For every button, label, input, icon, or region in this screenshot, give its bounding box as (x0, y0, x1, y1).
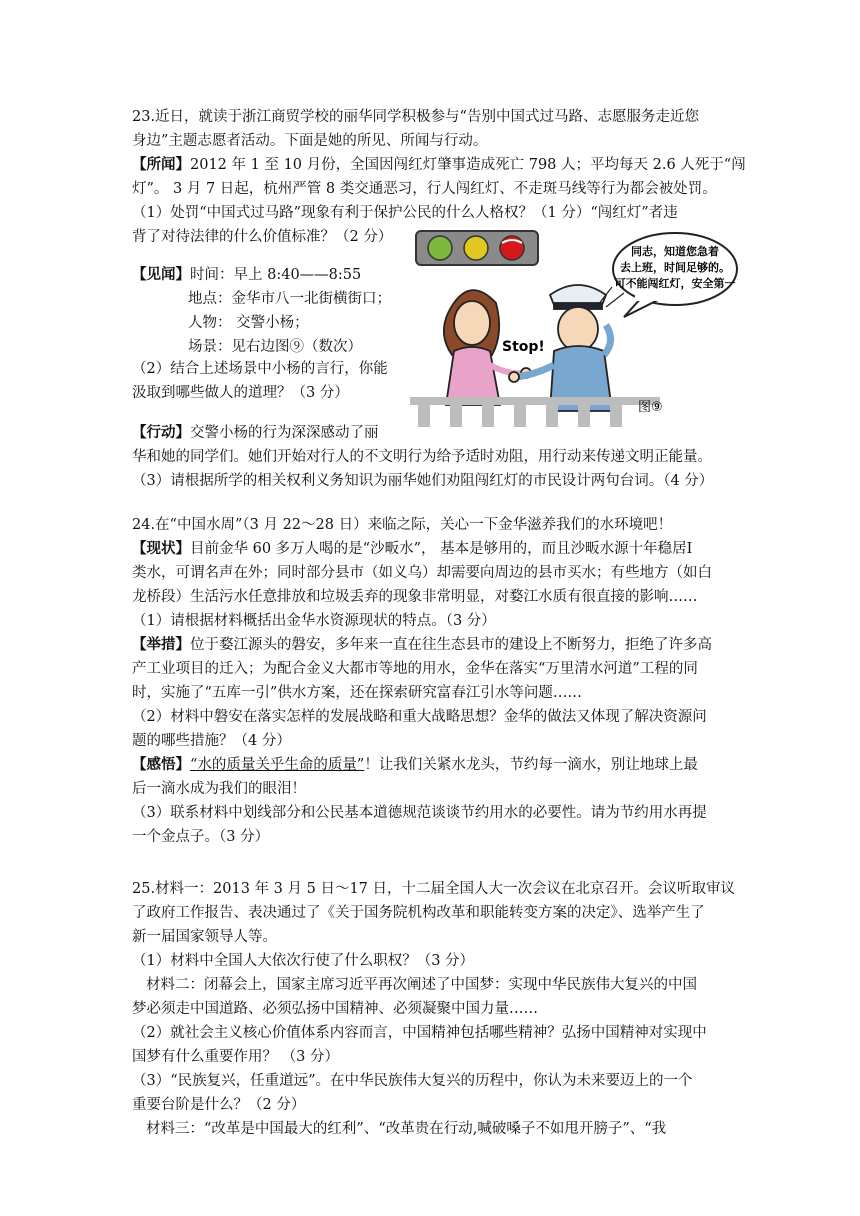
q23-line-10: 华和她的同学们。她们开始对行人的不文明行为给予适时劝阻，用行动来传递文明正能量。 (132, 449, 712, 465)
q24-line-12: 后一滴水成为我们的眼泪！ (132, 781, 306, 797)
q25-question-1: （1）材料中全国人大依次行使了什么职权？（3 分） (132, 953, 475, 969)
status-tag: 【现状】 (132, 540, 190, 557)
q25-line-3: 新一届国家领导人等。 (132, 929, 277, 945)
bubble-line-2: 去上班，时间足够的。 (620, 261, 730, 274)
stop-label: Stop! (502, 339, 545, 355)
action-tag: 【行动】 (132, 424, 190, 441)
q25-material-3: 材料三：“改革是中国最大的红利”、“改革贵在行动,喊破嗓子不如甩开膀子”、“我 (146, 1121, 667, 1137)
feel-line (132, 755, 698, 775)
zebra-crossing (410, 397, 660, 427)
seen-place: 地点：金华市八一北街横街口； (188, 291, 391, 307)
q25-line-1: 25.材料一：2013 年 3 月 5 日～17 日，十二届全国人大一次会议在北京召开。会议听取审议 (132, 881, 736, 897)
traffic-police-illustration (410, 225, 740, 430)
action-line (132, 423, 379, 443)
q23-line-2: 身边”主题志愿者活动。下面是她的所见、所闻与行动。 (132, 133, 488, 149)
q25-question-3-cont: 重要台阶是什么？（2 分） (132, 1097, 306, 1113)
q24-question-2-cont: 题的哪些措施？（4 分） (132, 733, 291, 749)
q23-question-2: （2）结合上述场景中小杨的言行，你能 (132, 361, 388, 377)
seen-tag: 【见闻】 (132, 266, 190, 283)
seen-person: 人物： 交警小杨； (188, 315, 309, 331)
feel-text: ！让我们关紧水龙头，节约每一滴水，别让地球上最 (364, 757, 698, 773)
status-text: 目前金华 60 多万人喝的是“沙畈水”， 基本是够用的，而且沙畈水源十年稳居Ⅰ (190, 541, 693, 557)
status-line (132, 539, 692, 559)
measure-line (132, 635, 712, 655)
q23-question-2-cont: 汲取到哪些做人的道理？（3 分） (132, 385, 349, 401)
underlined-quote: “水的质量关乎生命的质量” (190, 757, 365, 773)
q24-line-4: 龙桥段）生活污水任意排放和垃圾丢弃的现象非常明显，对婺江水质有很直接的影响…… (132, 589, 698, 605)
seen-time: 时间：早上 8:40——8:55 (190, 267, 362, 283)
q24-question-3-cont: 一个金点子。（3 分） (132, 829, 270, 845)
q25-question-2: （2）就社会主义核心价值体系内容而言，中国精神包括哪些精神？弘扬中国精神对实现中 (132, 1025, 707, 1041)
q24-question-1: （1）请根据材料概括出金华水资源现状的特点。（3 分） (132, 613, 496, 629)
q24-line-8: 时，实施了“五库一引”供水方案，还在探索研究富春江引水等问题…… (132, 685, 582, 701)
traffic-light-icon (416, 231, 538, 265)
seen-scene: 场景：见右边图⑨（数次） (188, 339, 362, 355)
seen-line (132, 265, 361, 285)
q25-material-2: 材料二：闭幕会上，国家主席习近平再次阐述了中国梦：实现中华民族伟大复兴的中国 (146, 977, 697, 993)
q23-line-1: 23.近日，就读于浙江商贸学校的丽华同学积极参与“告别中国式过马路、志愿服务走近您 (132, 109, 699, 125)
q25-question-3: （3）“民族复兴，任重道远”。在中华民族伟大复兴的历程中，你认为未来要迈上的一个 (132, 1073, 693, 1089)
q23-question-1: （1）处罚“中国式过马路”现象有利于保护公民的什么人格权？（1 分）“闯红灯”者违 (132, 205, 678, 221)
q24-question-2: （2）材料中磐安在落实怎样的发展战略和重大战略思想？金华的做法又体现了解决资源问 (132, 709, 707, 725)
bubble-line-1: 同志，知道您急着 (631, 245, 719, 258)
action-text: 交警小杨的行为深深感动了丽 (190, 425, 379, 441)
q25-line-6: 梦必须走中国道路、必须弘扬中国精神、必须凝聚中国力量…… (132, 1001, 538, 1017)
figure-caption: 图⑨ (638, 400, 663, 415)
bubble-line-3: 可不能闯红灯，安全第一 (614, 277, 736, 290)
feel-tag: 【感悟】 (132, 756, 190, 773)
measure-tag: 【举措】 (132, 636, 190, 653)
q24-question-3: （3）联系材料中划线部分和公民基本道德规范谈谈节约用水的必要性。请为节约用水再提 (132, 805, 707, 821)
q24-line-7: 产工业项目的迁入；为配合金义大都市等地的用水，金华在落实“万里清水河道”工程的同 (132, 661, 698, 677)
q24-line-3: 类水，可谓名声在外；同时部分县市（如义乌）却需要向周边的县市买水；有些地方（如白 (132, 565, 712, 581)
q25-question-2-cont: 国梦有什么重要作用？ （3 分） (132, 1049, 339, 1065)
q23-line-3: 2012 年 1 至 10 月份，全国因闯红灯肇事造成死亡 798 人；平均每天 2.6 人死于“闯 (190, 157, 746, 173)
q24-line-1: 24.在“中国水周”（3 月 22～28 日）来临之际，关心一下金华滋养我们的水环境吧！ (132, 517, 673, 533)
q23-line-4: 灯”。 3 月 7 日起，杭州严管 8 类交通恶习，行人闯红灯、不走斑马线等行为都会被处罚。 (132, 181, 717, 197)
measure-text: 位于婺江源头的磐安，多年来一直在往生态县市的建设上不断努力，拒绝了许多高 (190, 637, 712, 653)
q23-question-3: （3）请根据所学的相关权利义务知识为丽华她们劝阻闯红灯的市民设计两句台词。（4 分） (132, 473, 714, 489)
q23-question-1-cont: 背了对待法律的什么价值标准？（2 分） (132, 229, 393, 245)
heard-tag: 【所闻】 (132, 156, 190, 173)
q23-heard-line (132, 155, 746, 175)
q25-line-2: 了政府工作报告、表决通过了《关于国务院机构改革和职能转变方案的决定》、选举产生了 (132, 905, 705, 921)
